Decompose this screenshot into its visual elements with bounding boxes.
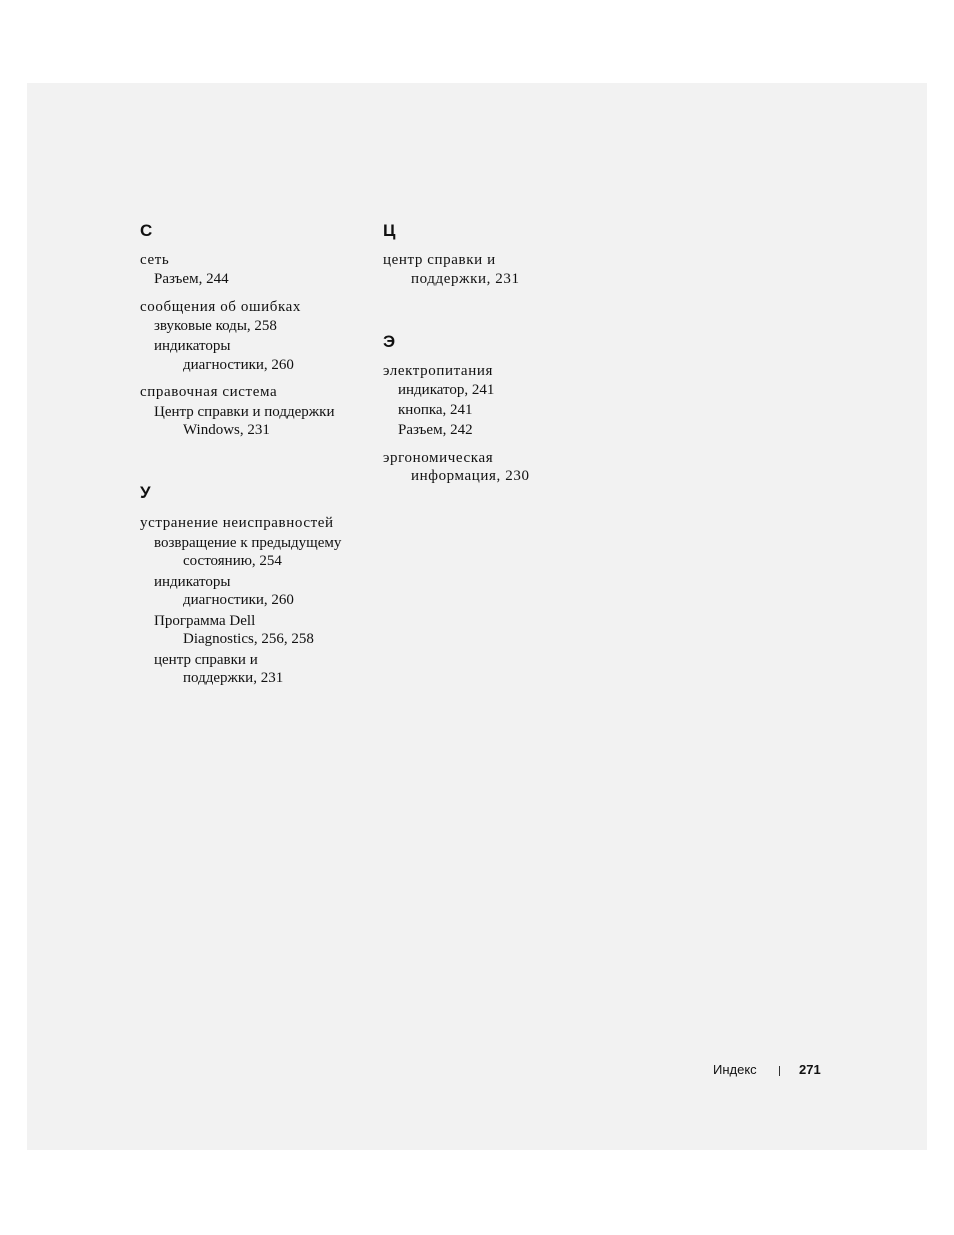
index-subterm: Программа Dell (154, 613, 256, 629)
index-subterm: индикатор, 241 (398, 382, 495, 398)
page-number: 271 (799, 1062, 821, 1077)
index-subterm-continuation: диагностики, 260 (183, 592, 294, 608)
index-subterm: Разъем, 242 (398, 422, 473, 438)
index-subterm: кнопка, 241 (398, 402, 473, 418)
index-subterm: индикаторы (154, 338, 231, 354)
index-term: центр справки и (383, 252, 496, 268)
footer-separator (779, 1066, 780, 1076)
index-subterm-continuation: Diagnostics, 256, 258 (183, 631, 314, 647)
section-letter-s: С (140, 221, 153, 240)
section-letter-u: У (140, 483, 151, 502)
index-term: сообщения об ошибках (140, 299, 302, 315)
index-subterm-continuation: Windows, 231 (183, 422, 270, 438)
section-letter-ts: Ц (383, 221, 396, 240)
index-subterm-continuation: состоянию, 254 (183, 553, 282, 569)
index-term: эргономическая (383, 450, 494, 466)
index-term: электропитания (383, 363, 493, 379)
index-term: сеть (140, 252, 170, 268)
index-subterm: центр справки и (154, 652, 258, 668)
index-subterm: возвращение к предыдущему (154, 535, 342, 551)
index-subterm: Центр справки и поддержки (154, 404, 335, 420)
section-letter-e: Э (383, 332, 396, 351)
index-term: устранение неисправностей (140, 515, 334, 531)
index-subterm: Разъем, 244 (154, 271, 229, 287)
index-subterm: индикаторы (154, 574, 231, 590)
index-term-continuation: поддержки, 231 (411, 271, 520, 287)
index-subterm-continuation: диагностики, 260 (183, 357, 294, 373)
index-subterm-continuation: поддержки, 231 (183, 670, 284, 686)
index-term-continuation: информация, 230 (411, 468, 530, 484)
footer-section-title: Индекс (713, 1062, 757, 1077)
index-term: справочная система (140, 384, 278, 400)
index-subterm: звуковые коды, 258 (154, 318, 277, 334)
